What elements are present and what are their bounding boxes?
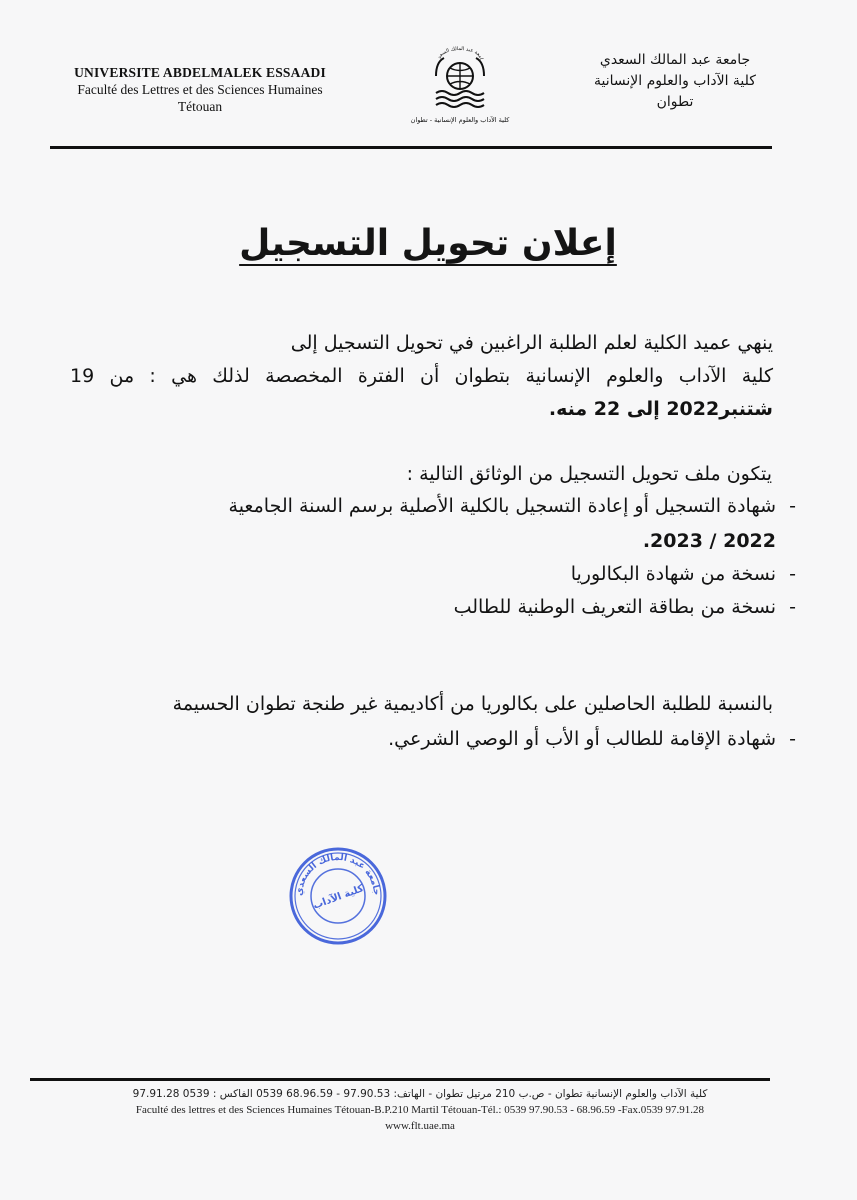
logo-caption: كلية الآداب والعلوم الإنسانية - تطوان	[410, 116, 510, 124]
list-item	[60, 591, 802, 624]
announcement-title	[150, 218, 706, 270]
list-item	[60, 490, 802, 558]
faculty-logo-icon	[400, 46, 520, 128]
header-french	[50, 64, 350, 115]
official-stamp-icon	[288, 846, 388, 946]
intro-paragraph	[70, 327, 773, 426]
document-item-1: شهادة التسجيل أو إعادة التسجيل بالكلية الأصلية برسم السنة الجامعية	[228, 495, 776, 517]
faculty-name-ar: كلية الآداب والعلوم الإنسانية	[594, 73, 756, 89]
intro-line-3-dates: شتنبر2022 إلى 22 منه.	[548, 398, 773, 420]
list-item	[60, 558, 802, 591]
footer	[70, 1086, 770, 1134]
footer-contact-ar: كلية الآداب والعلوم الإنسانية تطوان - ص.ب 210 مرتيل تطوان - الهاتف: 97.90.53 - 68.96.59 0539 الفاكس : 0539 97.91.28	[132, 1088, 708, 1100]
logo-top-text: امعة عبد المالك السعد	[436, 46, 484, 61]
residence-certificate-item: شهادة الإقامة للطالب أو الأب أو الوصي الشرعي.	[388, 728, 776, 750]
academic-year: 2022 / 2023.	[642, 530, 776, 552]
announcement-title-text: إعلان تحويل التسجيل	[239, 223, 617, 264]
intro-line-2: كلية الآداب والعلوم الإنسانية بتطوان أن الفترة المخصصة لذلك هي : من 19	[70, 365, 773, 387]
faculty-name-fr: Faculté des Lettres et des Sciences Humaines	[77, 82, 323, 97]
footer-divider	[30, 1078, 770, 1081]
city-fr: Tétouan	[177, 99, 223, 114]
document-item-2: نسخة من شهادة البكالوريا	[570, 563, 776, 585]
university-name-ar: جامعة عبد المالك السعدي	[599, 52, 751, 68]
footer-website: www.flt.uae.ma	[385, 1120, 455, 1132]
header-arabic	[560, 50, 790, 113]
footer-contact-fr: Faculté des lettres et des Sciences Humaines Tétouan-B.P.210 Martil Tétouan-Tél.: 0539 97.90.53 - 68.96.59 -Fax.0539 97.91.28	[135, 1104, 705, 1116]
other-academies-intro: بالنسبة للطلبة الحاصلين على بكالوريا من أكاديمية غير طنجة تطوان الحسيمة	[172, 693, 773, 715]
header-divider	[50, 146, 772, 149]
university-name-fr: UNIVERSITE ABDELMALEK ESSAADI	[74, 65, 326, 80]
documents-intro: يتكون ملف تحويل التسجيل من الوثائق التالية :	[406, 463, 772, 485]
documents-list	[60, 490, 802, 624]
intro-line-1: ينهي عميد الكلية لعلم الطلبة الراغبين في تحويل التسجيل إلى	[290, 332, 773, 354]
stamp-ring-text: جامعة عبد المالك السعدي	[294, 852, 382, 897]
document-item-3: نسخة من بطاقة التعريف الوطنية للطالب	[453, 596, 776, 618]
list-item	[60, 724, 802, 754]
stamp-center-text: كلية الآداب	[311, 883, 366, 912]
other-academies-list	[60, 724, 802, 754]
city-ar: تطوان	[656, 94, 694, 110]
